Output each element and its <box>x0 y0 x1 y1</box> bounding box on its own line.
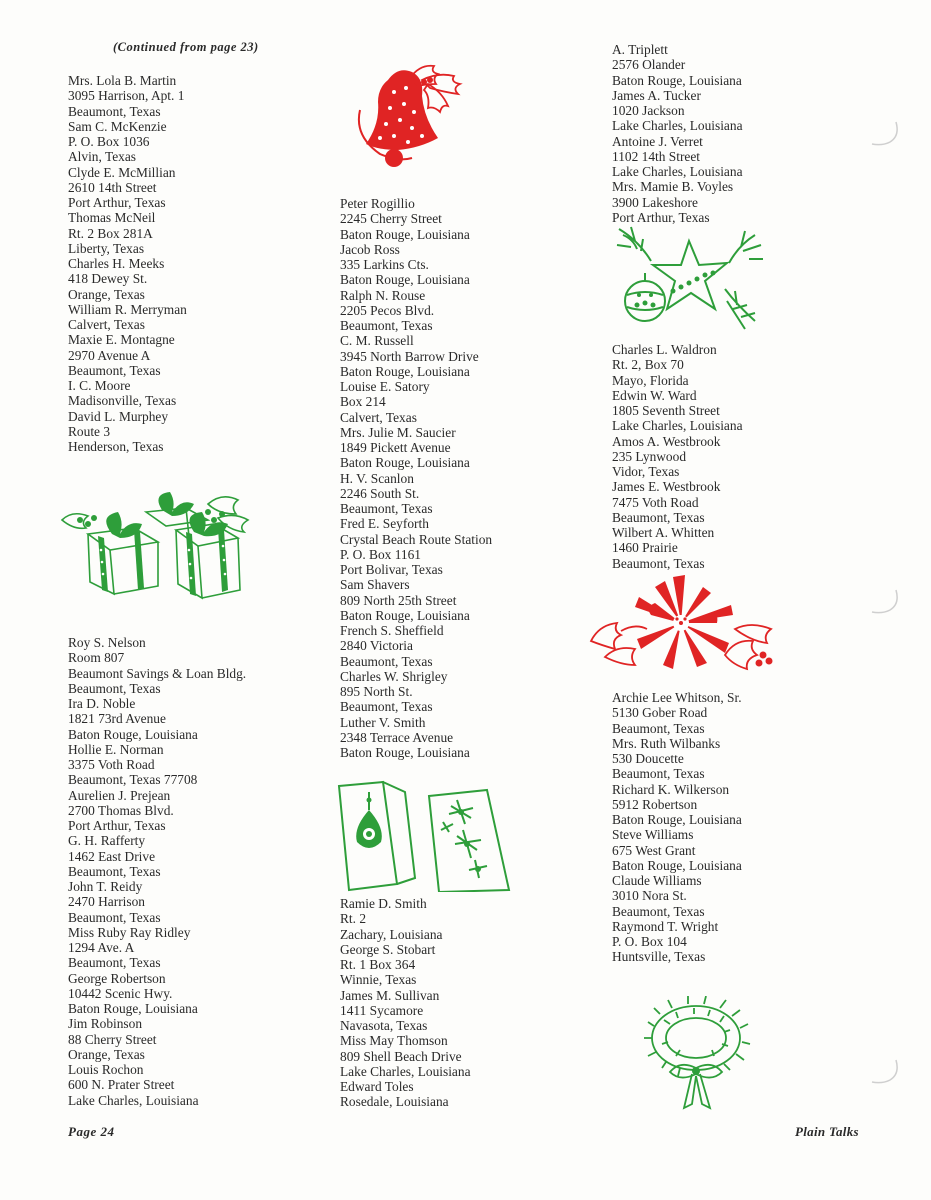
address-line: 530 Doucette <box>612 751 684 766</box>
address-line: Navasota, Texas <box>340 1018 428 1033</box>
address-line: Baton Rouge, Louisiana <box>68 1001 198 1016</box>
address-line: Clyde E. McMillian <box>68 164 176 180</box>
address-line: Edwin W. Ward <box>612 387 697 403</box>
address-line: 2470 Harrison <box>68 894 145 910</box>
address-line: Beaumont, Texas <box>68 103 161 119</box>
address-line: Alvin, Texas <box>68 149 136 165</box>
address-line: Jacob Ross <box>340 241 400 257</box>
page-number: Page 24 <box>68 1124 115 1139</box>
address-line: 675 West Grant <box>612 842 696 858</box>
address-line: Thomas McNeil <box>68 210 156 226</box>
address-line: Lake Charles, Louisiana <box>612 164 743 179</box>
address-line: Beaumont, Texas 77708 <box>68 772 198 788</box>
address-line: 2205 Pecos Blvd. <box>340 302 435 318</box>
address-line: George Robertson <box>68 970 166 986</box>
address-line: 895 North St. <box>340 684 413 699</box>
address-line: 5912 Robertson <box>612 796 698 812</box>
address-line: Beaumont, Texas <box>340 501 433 516</box>
address-column-1b <box>68 635 246 1108</box>
address-line: Wilbert A. Whitten <box>612 525 715 540</box>
address-line: Beaumont, Texas <box>340 318 433 333</box>
address-line: Baton Rouge, Louisiana <box>340 607 470 623</box>
address-line: Orange, Texas <box>68 1046 145 1062</box>
address-line: Aurelien J. Prejean <box>68 787 171 803</box>
address-line: Huntsville, Texas <box>612 949 706 965</box>
address-line: P. O. Box 1161 <box>340 546 421 562</box>
gift-boxes-icon <box>58 490 250 602</box>
address-line: Lake Charles, Louisiana <box>340 1063 471 1079</box>
binder-hole-top <box>870 120 900 150</box>
address-line: 5130 Gober Road <box>612 705 708 721</box>
address-column-3a <box>612 42 743 225</box>
christmas-cards-icon <box>335 780 515 892</box>
address-line: Baton Rouge, Louisiana <box>612 857 742 873</box>
address-line: Rt. 2 <box>340 911 367 927</box>
address-line: Beaumont, Texas <box>68 955 161 971</box>
address-line: 3095 Harrison, Apt. 1 <box>68 88 185 104</box>
address-line: Antoine J. Verret <box>612 133 703 149</box>
address-line: 2700 Thomas Blvd. <box>68 802 174 818</box>
address-line: Beaumont, Texas <box>612 903 705 919</box>
address-line: Mrs. Julie M. Saucier <box>340 424 456 440</box>
star-ornament-icon <box>615 225 765 337</box>
address-line: Claude Williams <box>612 873 702 888</box>
address-line: 3010 Nora St. <box>612 888 687 904</box>
address-line: Vidor, Texas <box>612 464 680 479</box>
address-line: Louis Rochon <box>68 1062 144 1077</box>
address-line: Beaumont, Texas <box>68 909 161 925</box>
address-column-3c <box>612 690 742 965</box>
address-line: 1102 14th Street <box>612 148 701 164</box>
address-line: 10442 Scenic Hwy. <box>68 985 173 1001</box>
address-line: 2970 Avenue A <box>68 347 151 363</box>
address-line: G. H. Rafferty <box>68 833 146 849</box>
address-column-2b <box>340 896 471 1110</box>
address-line: 2610 14th Street <box>68 179 157 195</box>
address-line: 1460 Prairie <box>612 540 678 556</box>
address-line: 1294 Ave. A <box>68 940 135 955</box>
address-line: William R. Merryman <box>68 301 187 317</box>
address-line: Port Arthur, Texas <box>68 195 166 210</box>
publication-name: Plain Talks <box>795 1124 859 1139</box>
address-line: Route 3 <box>68 423 111 439</box>
address-line: I. C. Moore <box>68 378 131 393</box>
address-line: 2576 Olander <box>612 57 686 73</box>
address-line: Hollie E. Norman <box>68 741 164 757</box>
binder-hole-bottom <box>870 1058 900 1088</box>
address-line: Baton Rouge, Louisiana <box>68 726 198 742</box>
address-line: Mrs. Lola B. Martin <box>68 73 177 88</box>
address-line: Beaumont, Texas <box>612 509 705 525</box>
address-line: 1020 Jackson <box>612 103 685 118</box>
address-line: Madisonville, Texas <box>68 393 177 409</box>
address-line: 2246 South St. <box>340 485 420 501</box>
address-line: Ramie D. Smith <box>340 896 427 911</box>
address-line: Room 807 <box>68 650 125 666</box>
address-line: 1821 73rd Avenue <box>68 711 166 727</box>
address-line: 809 Shell Beach Drive <box>340 1048 462 1064</box>
address-line: James M. Sullivan <box>340 987 440 1003</box>
address-line: French S. Sheffield <box>340 623 444 638</box>
address-line: Jim Robinson <box>68 1016 143 1032</box>
address-line: Liberty, Texas <box>68 240 145 256</box>
address-line: Luther V. Smith <box>340 714 426 730</box>
address-line: C. M. Russell <box>340 333 414 349</box>
address-line: 2840 Victoria <box>340 638 413 654</box>
address-line: 235 Lynwood <box>612 448 687 464</box>
address-line: Charles W. Shrigley <box>340 668 448 684</box>
address-line: Mayo, Florida <box>612 372 689 388</box>
address-line: P. O. Box 104 <box>612 934 687 949</box>
address-line: Miss May Thomson <box>340 1033 448 1049</box>
address-line: 1849 Pickett Avenue <box>340 440 451 455</box>
address-line: Rt. 1 Box 364 <box>340 957 416 972</box>
address-line: 1411 Sycamore <box>340 1002 424 1018</box>
address-line: Orange, Texas <box>68 286 145 302</box>
continued-header: (Continued from page 23) <box>113 40 259 54</box>
address-line: James E. Westbrook <box>612 479 721 495</box>
address-line: 809 North 25th Street <box>340 592 457 608</box>
address-line: Edward Toles <box>340 1079 414 1094</box>
address-line: Baton Rouge, Louisiana <box>340 363 470 379</box>
address-line: 88 Cherry Street <box>68 1031 157 1047</box>
address-line: Fred E. Seyforth <box>340 516 429 532</box>
address-line: Baton Rouge, Louisiana <box>612 72 742 88</box>
address-line: Lake Charles, Louisiana <box>612 118 743 134</box>
address-line: Beaumont, Texas <box>68 863 161 879</box>
address-line: Beaumont, Texas <box>612 720 705 736</box>
address-line: Crystal Beach Route Station <box>340 531 493 547</box>
address-line: George S. Stobart <box>340 941 436 957</box>
address-line: Peter Rogillio <box>340 196 415 211</box>
address-line: Calvert, Texas <box>68 317 145 332</box>
address-line: Richard K. Wilkerson <box>612 781 730 797</box>
address-line: Sam C. McKenzie <box>68 118 167 134</box>
wreath-icon <box>640 996 752 1112</box>
address-line: Beaumont, Texas <box>612 555 705 571</box>
poinsettia-icon <box>585 573 777 685</box>
address-line: 1805 Seventh Street <box>612 403 720 418</box>
address-line: Louise E. Satory <box>340 379 430 394</box>
address-line: Beaumont Savings & Loan Bldg. <box>68 665 247 681</box>
binder-hole-middle <box>870 588 900 618</box>
address-line: Baton Rouge, Louisiana <box>340 272 470 288</box>
address-line: Mrs. Mamie B. Voyles <box>612 179 734 195</box>
address-line: John T. Reidy <box>68 879 143 894</box>
address-line: Charles L. Waldron <box>612 342 717 357</box>
address-line: Rt. 2, Box 70 <box>612 357 684 373</box>
address-line: 3375 Voth Road <box>68 757 155 772</box>
address-line: Ira D. Noble <box>68 696 136 711</box>
address-line: Beaumont, Texas <box>340 653 433 669</box>
address-line: David L. Murphey <box>68 408 169 424</box>
address-line: 1462 East Drive <box>68 848 156 864</box>
address-line: 2348 Terrace Avenue <box>340 729 454 745</box>
address-line: Lake Charles, Louisiana <box>68 1092 199 1108</box>
address-column-3b <box>612 342 743 571</box>
address-line: Raymond T. Wright <box>612 918 719 934</box>
address-line: Maxie E. Montagne <box>68 332 175 348</box>
address-line: H. V. Scanlon <box>340 470 414 486</box>
address-line: Port Arthur, Texas <box>68 818 166 833</box>
address-line: Box 214 <box>340 394 386 410</box>
address-line: Zachary, Louisiana <box>340 926 443 942</box>
address-line: James A. Tucker <box>612 87 701 103</box>
address-line: Baton Rouge, Louisiana <box>340 226 470 242</box>
address-line: Baton Rouge, Louisiana <box>340 745 470 760</box>
address-line: 418 Dewey St. <box>68 271 148 287</box>
address-line: Port Arthur, Texas <box>612 209 710 225</box>
address-line: Winnie, Texas <box>340 972 417 988</box>
address-line: 3900 Lakeshore <box>612 194 698 210</box>
address-line: A. Triplett <box>612 42 668 57</box>
address-line: Miss Ruby Ray Ridley <box>68 924 191 940</box>
address-line: Beaumont, Texas <box>340 699 433 715</box>
address-line: Roy S. Nelson <box>68 635 146 650</box>
address-column-2a <box>340 196 492 760</box>
address-line: 600 N. Prater Street <box>68 1077 175 1093</box>
address-line: Ralph N. Rouse <box>340 287 426 303</box>
address-line: Amos A. Westbrook <box>612 433 721 449</box>
address-line: Lake Charles, Louisiana <box>612 418 743 434</box>
address-line: Calvert, Texas <box>340 409 417 425</box>
address-line: 7475 Voth Road <box>612 494 699 510</box>
address-line: Beaumont, Texas <box>68 362 161 378</box>
address-line: Beaumont, Texas <box>68 680 161 696</box>
address-line: Charles H. Meeks <box>68 256 165 271</box>
address-line: Rt. 2 Box 281A <box>68 225 153 241</box>
address-line: Sam Shavers <box>340 577 410 593</box>
address-line: Henderson, Texas <box>68 439 164 454</box>
address-line: 3945 North Barrow Drive <box>340 348 479 364</box>
address-line: Baton Rouge, Louisiana <box>340 455 470 471</box>
address-line: P. O. Box 1036 <box>68 134 150 149</box>
address-line: 2245 Cherry Street <box>340 211 442 227</box>
address-line: Mrs. Ruth Wilbanks <box>612 735 721 751</box>
bell-icon <box>350 58 475 176</box>
address-line: Steve Williams <box>612 827 694 843</box>
address-line: Archie Lee Whitson, Sr. <box>612 690 742 705</box>
address-line: 335 Larkins Cts. <box>340 257 429 272</box>
address-column-1a <box>68 73 187 454</box>
address-line: Beaumont, Texas <box>612 766 705 782</box>
address-line: Baton Rouge, Louisiana <box>612 812 742 827</box>
address-line: Port Bolivar, Texas <box>340 562 443 577</box>
address-line: Rosedale, Louisiana <box>340 1094 449 1110</box>
